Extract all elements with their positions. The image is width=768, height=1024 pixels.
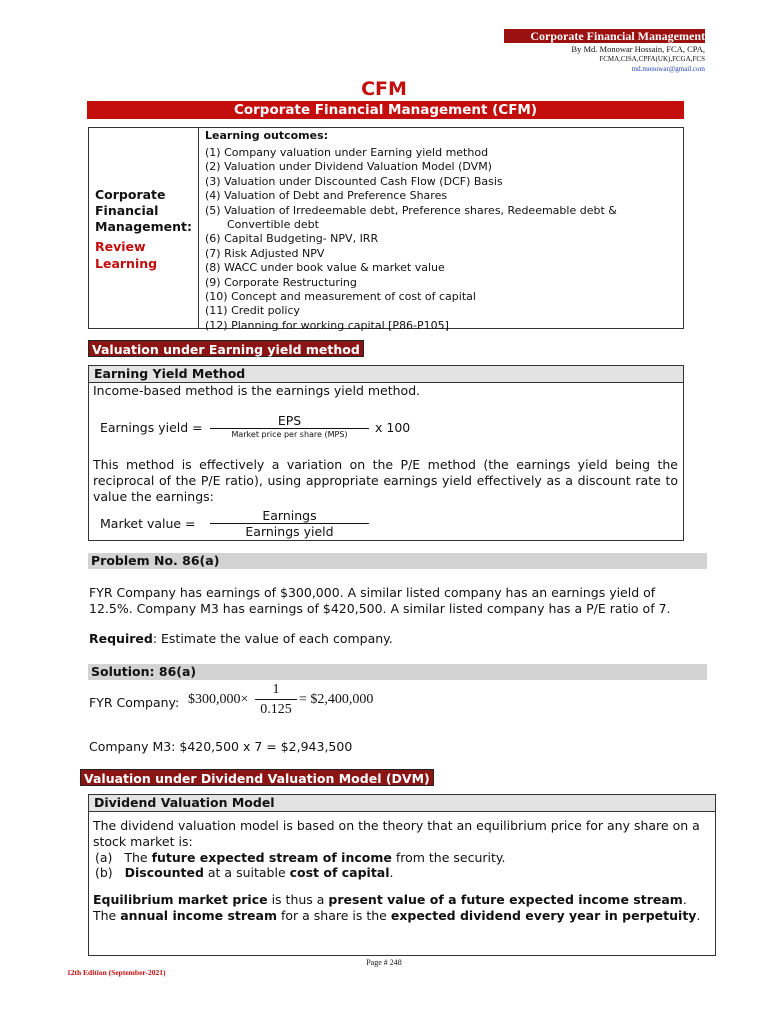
list-item: (6) Capital Budgeting- NPV, IRR xyxy=(205,232,379,246)
learning-left-red: Review Learning xyxy=(95,239,158,271)
list-item: (9) Corporate Restructuring xyxy=(205,275,357,289)
fraction-numerator: 1 xyxy=(255,681,297,700)
list-item: (11) Credit policy xyxy=(205,304,301,318)
learning-outcomes-table xyxy=(88,127,684,332)
page-title: CFM xyxy=(361,78,407,100)
dvm-point-b: (b) Discounted at a suitable cost of capital. xyxy=(95,865,394,880)
earnings-yield-multiplier: x 100 xyxy=(375,420,411,435)
learning-outcomes-list xyxy=(205,128,679,333)
list-item: (10) Concept and measurement of cost of capital xyxy=(205,290,476,304)
list-item: (1) Company valuation under Earning yield method xyxy=(205,146,489,159)
header-badge: Corporate Financial Management xyxy=(504,29,705,43)
page-number: Page # 248 xyxy=(366,958,402,967)
header-email[interactable]: md.monowar@gmail.com xyxy=(631,65,705,73)
learning-heading: Learning outcomes: xyxy=(205,129,329,142)
title-banner: Corporate Financial Management (CFM) xyxy=(87,101,684,119)
problem-text: FYR Company has earnings of $300,000. A similar listed company has an earnings yield of 12.5%. Company M3 has earnings of $420,500. A similar listed company has a P/E ratio of 7. xyxy=(89,585,671,616)
solution-m3: Company M3: $420,500 x 7 = $2,943,500 xyxy=(89,739,353,754)
list-item: (4) Valuation of Debt and Preference Shares xyxy=(205,189,448,203)
fraction-denominator: 0.125 xyxy=(260,702,292,717)
problem-required: Required: Estimate the value of each company. xyxy=(89,631,393,646)
solution-bar: Solution: 86(a) xyxy=(88,664,707,680)
dvm-intro: The dividend valuation model is based on the theory that an equilibrium price for any share on a stock market is: xyxy=(93,818,700,849)
learning-left-cell xyxy=(89,128,199,328)
section-heading-earning-yield: Valuation under Earning yield method xyxy=(88,340,364,357)
list-item: (7) Risk Adjusted NPV xyxy=(205,246,325,260)
dvm-box xyxy=(88,794,716,956)
list-item: (8) WACC under book value & market value xyxy=(205,261,445,275)
list-item: (2) Valuation under Dividend Valuation Model (DVM) xyxy=(205,160,492,174)
section-heading-dvm: Valuation under Dividend Valuation Model (DVM) xyxy=(80,769,434,786)
list-item: Convertible debt xyxy=(227,218,319,232)
earning-yield-box xyxy=(88,365,684,541)
market-value-label: Market value = xyxy=(100,516,196,531)
earnings-yield-fraction xyxy=(210,413,369,440)
solution-fyr-fraction xyxy=(255,681,297,720)
earning-yield-paragraph: This method is effectively a variation on the P/E method (the earnings yield being the reciprocal of the P/E ratio), using appropriate earnings yield effectively as a discount rate to value the earnings: xyxy=(93,457,678,504)
header-author: By Md. Monowar Hossain, FCA, CPA, xyxy=(571,44,705,54)
fraction-numerator: Earnings xyxy=(210,508,369,524)
list-item: (3) Valuation under Discounted Cash Flow (DCF) Basis xyxy=(205,174,503,188)
dvm-paragraph: Equilibrium market price is thus a present value of a future expected income stream. The annual income stream for a share is the expected dividend every year in perpetuity. xyxy=(93,892,701,923)
dvm-point-a: (a) The future expected stream of income from the security. xyxy=(95,850,506,865)
header-credentials: FCMA,CISA,CPFA(UK),FCGA,FCS xyxy=(599,55,705,63)
market-value-fraction xyxy=(210,508,369,540)
list-item: (5) Valuation of Irredeemable debt, Preference shares, Redeemable debt & xyxy=(205,203,617,217)
fraction-numerator: EPS xyxy=(210,413,369,429)
solution-fyr-label: FYR Company: xyxy=(89,695,180,710)
earnings-yield-label: Earnings yield = xyxy=(100,420,203,435)
fraction-denominator: Market price per share (MPS) xyxy=(231,430,348,439)
fraction-denominator: Earnings yield xyxy=(245,524,334,539)
earning-yield-intro: Income-based method is the earnings yield method. xyxy=(93,383,421,398)
list-item: (12) Planning for working capital [P86-P105] xyxy=(205,318,449,332)
edition-note: 12th Edition (September-2021) xyxy=(67,968,166,977)
box-title: Earning Yield Method xyxy=(89,366,683,383)
learning-left-label: Corporate Financial Management: xyxy=(95,187,193,234)
solution-fyr-lhs: $300,000× xyxy=(188,692,249,707)
box-title: Dividend Valuation Model xyxy=(89,795,715,812)
solution-fyr-rhs: = $2,400,000 xyxy=(299,692,374,707)
problem-bar: Problem No. 86(a) xyxy=(88,553,707,569)
